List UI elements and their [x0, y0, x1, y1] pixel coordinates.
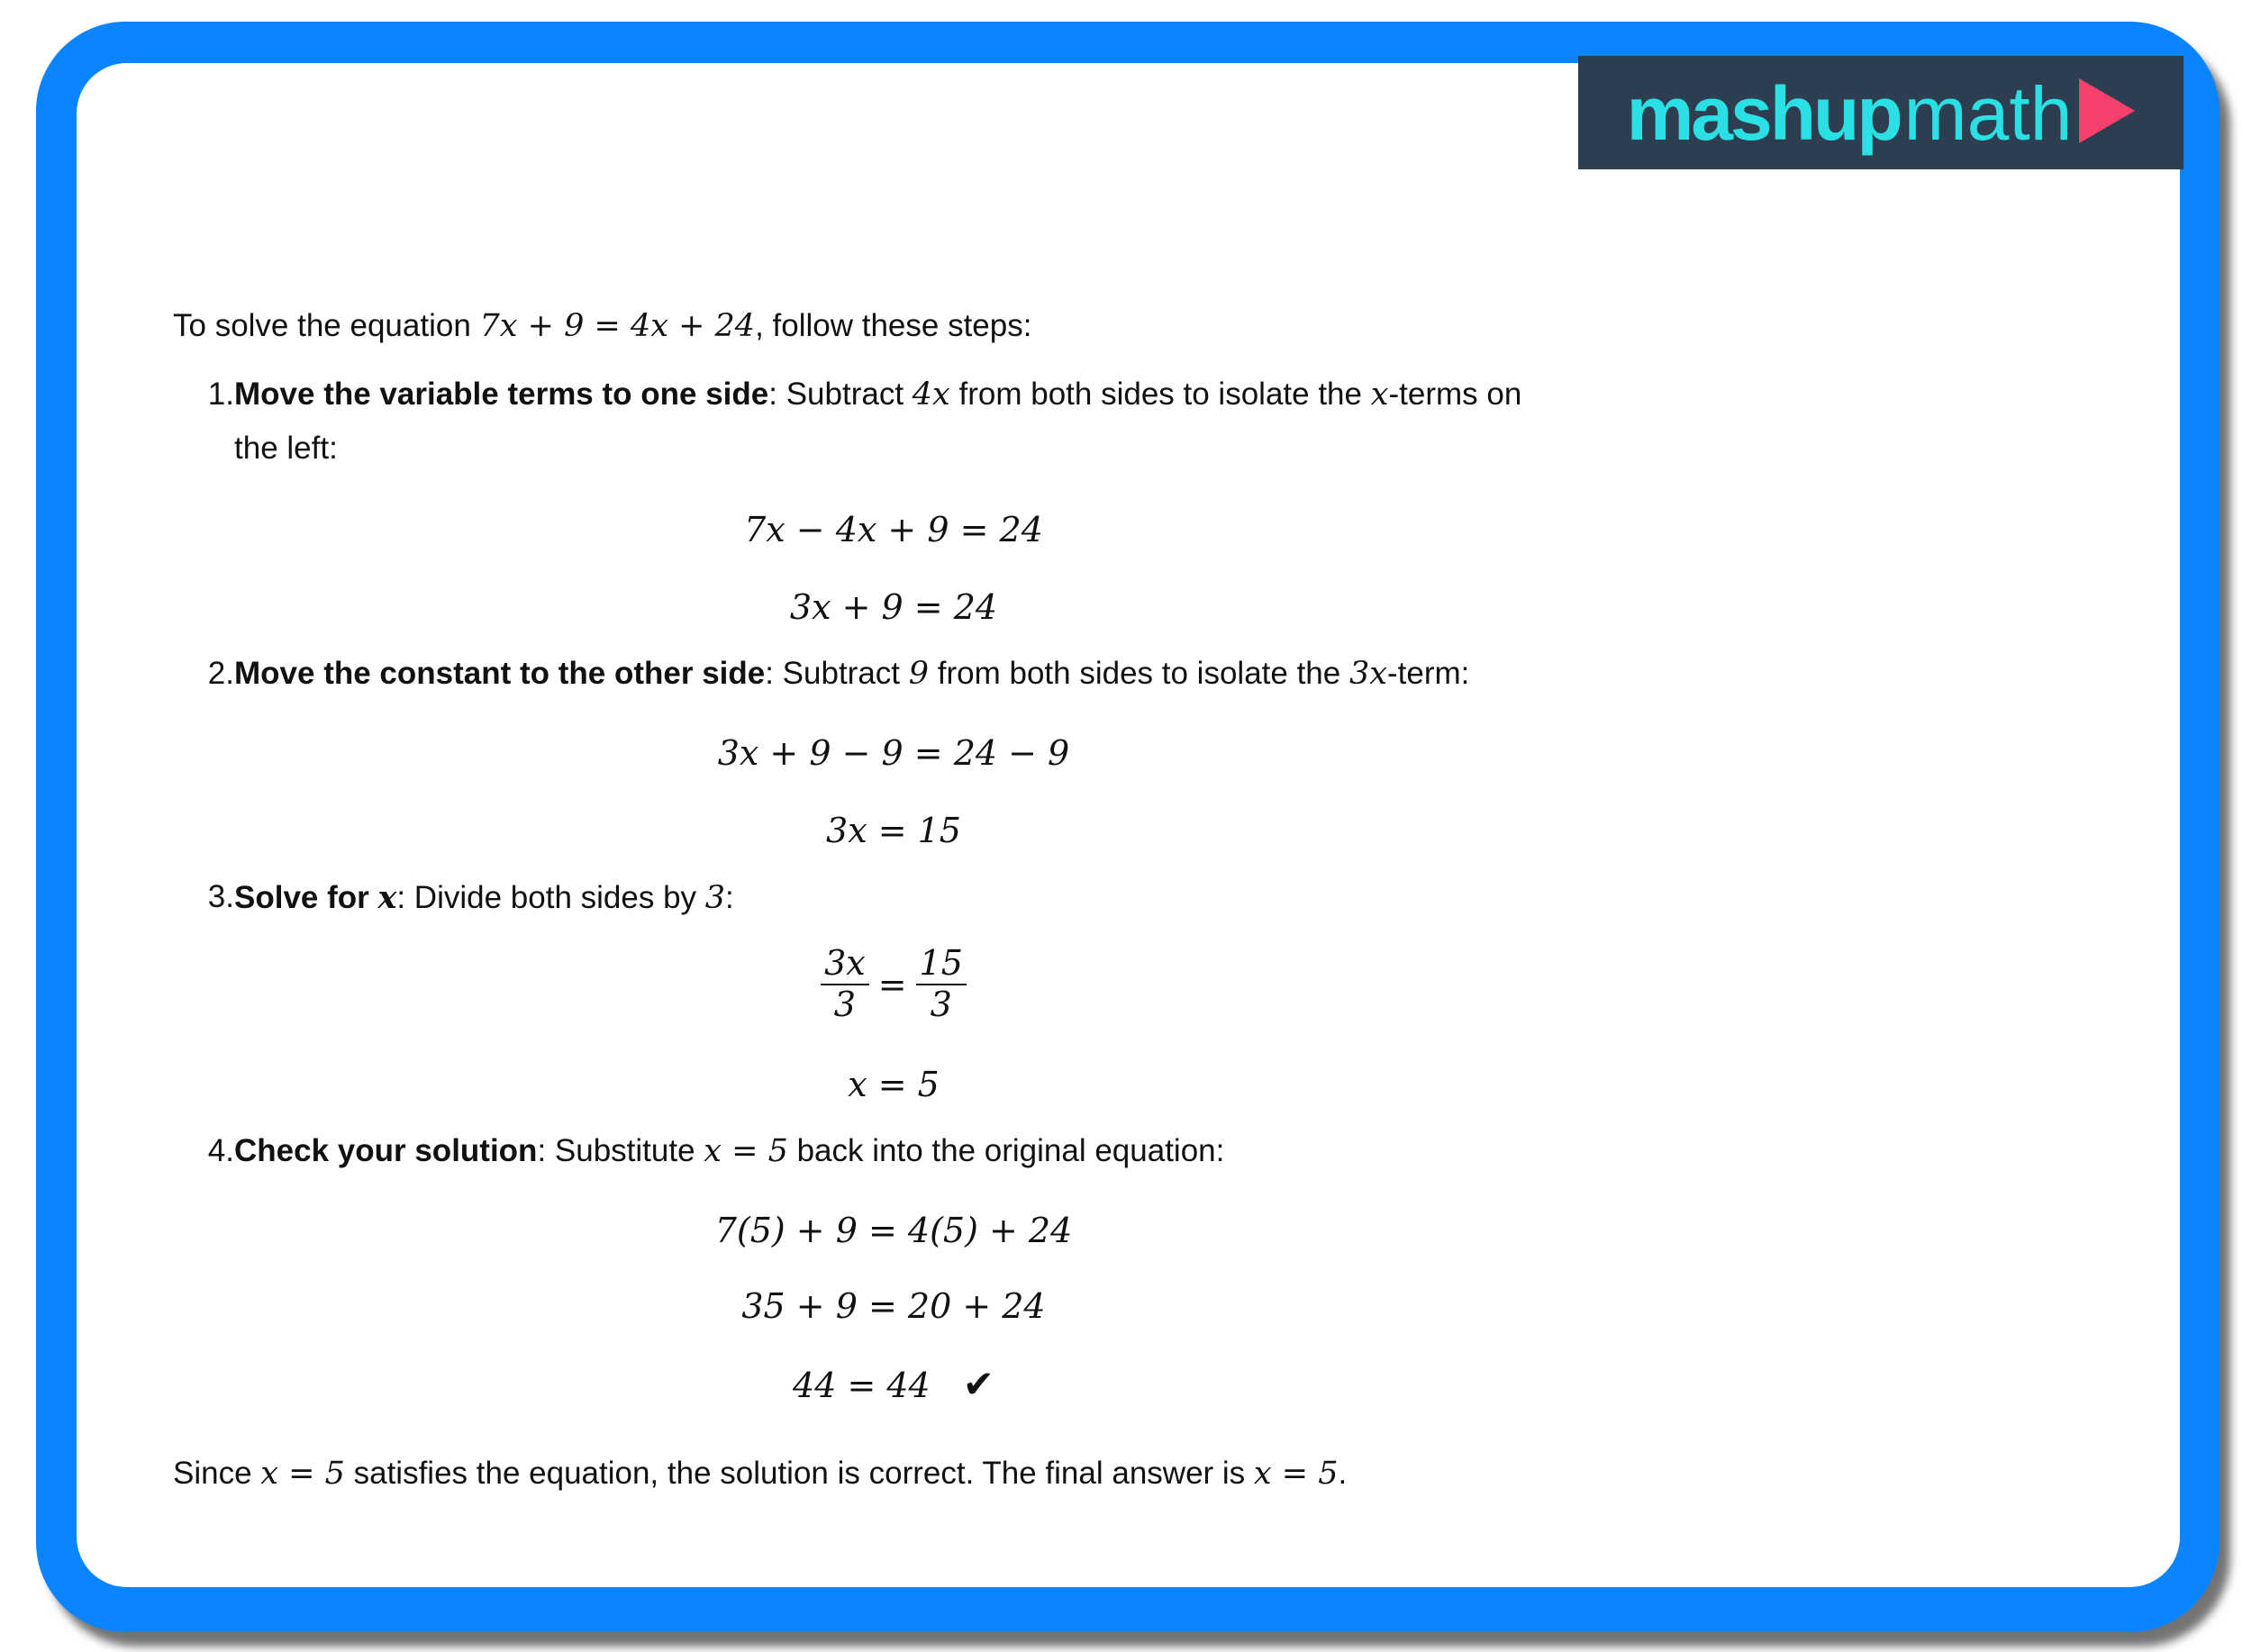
step-heading: Move the constant to the other side: [234, 656, 766, 691]
step-text: from both sides to isolate the: [929, 656, 1349, 691]
intro-paragraph: [173, 308, 1031, 344]
inline-math: x: [377, 879, 397, 916]
equation-line: 7(5) + 9 = 4(5) + 24: [714, 1211, 1073, 1250]
step-4: [173, 1133, 1225, 1169]
step-text: -terms on: [1388, 377, 1522, 412]
inline-math: x = 5: [1253, 1456, 1339, 1492]
mashupmath-logo: [1578, 56, 2184, 169]
intro-text: To solve the equation: [173, 308, 480, 343]
page-title: Example #2: [106, 53, 881, 212]
step-text: the left:: [234, 431, 338, 466]
step-text: : Subtract: [765, 656, 909, 691]
fraction-equation: [173, 944, 1614, 1024]
step-3: [173, 879, 734, 916]
intro-text-end: , follow these steps:: [755, 308, 1032, 343]
intro-equation: 7x + 9 = 4x + 24: [479, 308, 756, 344]
logo-mashup-text: mashup: [1626, 70, 1901, 156]
conclusion-text: satisfies the equation, the solution is correct. The final answer is: [344, 1456, 1254, 1491]
step-1: [173, 377, 1522, 413]
fraction-denominator: 3: [930, 984, 952, 1024]
check-mark-icon: ✔: [962, 1362, 994, 1406]
step-text: back into the original equation:: [787, 1133, 1225, 1168]
step-heading: Check your solution: [234, 1133, 538, 1168]
inline-math: 4x: [912, 377, 950, 413]
conclusion-text: Since: [173, 1456, 261, 1491]
step-number: 2.: [207, 656, 234, 691]
step-heading: Move the variable terms to one side: [234, 377, 769, 412]
conclusion-paragraph: [173, 1456, 1347, 1492]
step-text: : Divide both sides by: [396, 880, 705, 915]
equation-line: 7x − 4x + 9 = 24: [744, 510, 1043, 549]
equation-line-checked: [173, 1362, 1614, 1406]
equation-line: 3x + 9 − 9 = 24 − 9: [717, 733, 1070, 773]
step-2: [173, 656, 1470, 692]
equation-line: 35 + 9 = 20 + 24: [741, 1286, 1046, 1326]
equals-sign: =: [877, 964, 907, 1004]
inline-math: x = 5: [704, 1133, 788, 1169]
inline-math: 3: [704, 880, 726, 916]
equation-text: 44 = 44: [793, 1366, 931, 1405]
step-number: 1.: [207, 377, 234, 412]
inline-math: 3x: [1348, 656, 1387, 692]
step-text: : Subtract: [768, 377, 913, 412]
fraction-numerator: 15: [916, 944, 967, 985]
fraction-denominator: 3: [833, 984, 856, 1024]
equation-line: x = 5: [848, 1065, 940, 1104]
fraction-right: [916, 944, 967, 1024]
step-number: 3.: [207, 879, 234, 914]
equation-line: 3x + 9 = 24: [789, 587, 998, 627]
conclusion-text: .: [1338, 1456, 1348, 1491]
inline-math: x: [1370, 377, 1389, 413]
step-heading: Solve for: [234, 880, 378, 915]
step-number: 4.: [207, 1133, 234, 1168]
equation-line: 3x = 15: [826, 811, 961, 850]
step-text: -term:: [1386, 656, 1470, 691]
step-text: from both sides to isolate the: [949, 377, 1371, 412]
step-text: :: [725, 880, 734, 915]
inline-math: 9: [908, 656, 930, 692]
inline-math: x = 5: [260, 1456, 345, 1492]
fraction-left: [821, 944, 869, 1024]
step-text: : Substitute: [537, 1133, 704, 1168]
fraction-numerator: 3x: [821, 944, 869, 985]
play-icon: [2079, 78, 2135, 143]
logo-math-text: math: [1903, 70, 2073, 156]
